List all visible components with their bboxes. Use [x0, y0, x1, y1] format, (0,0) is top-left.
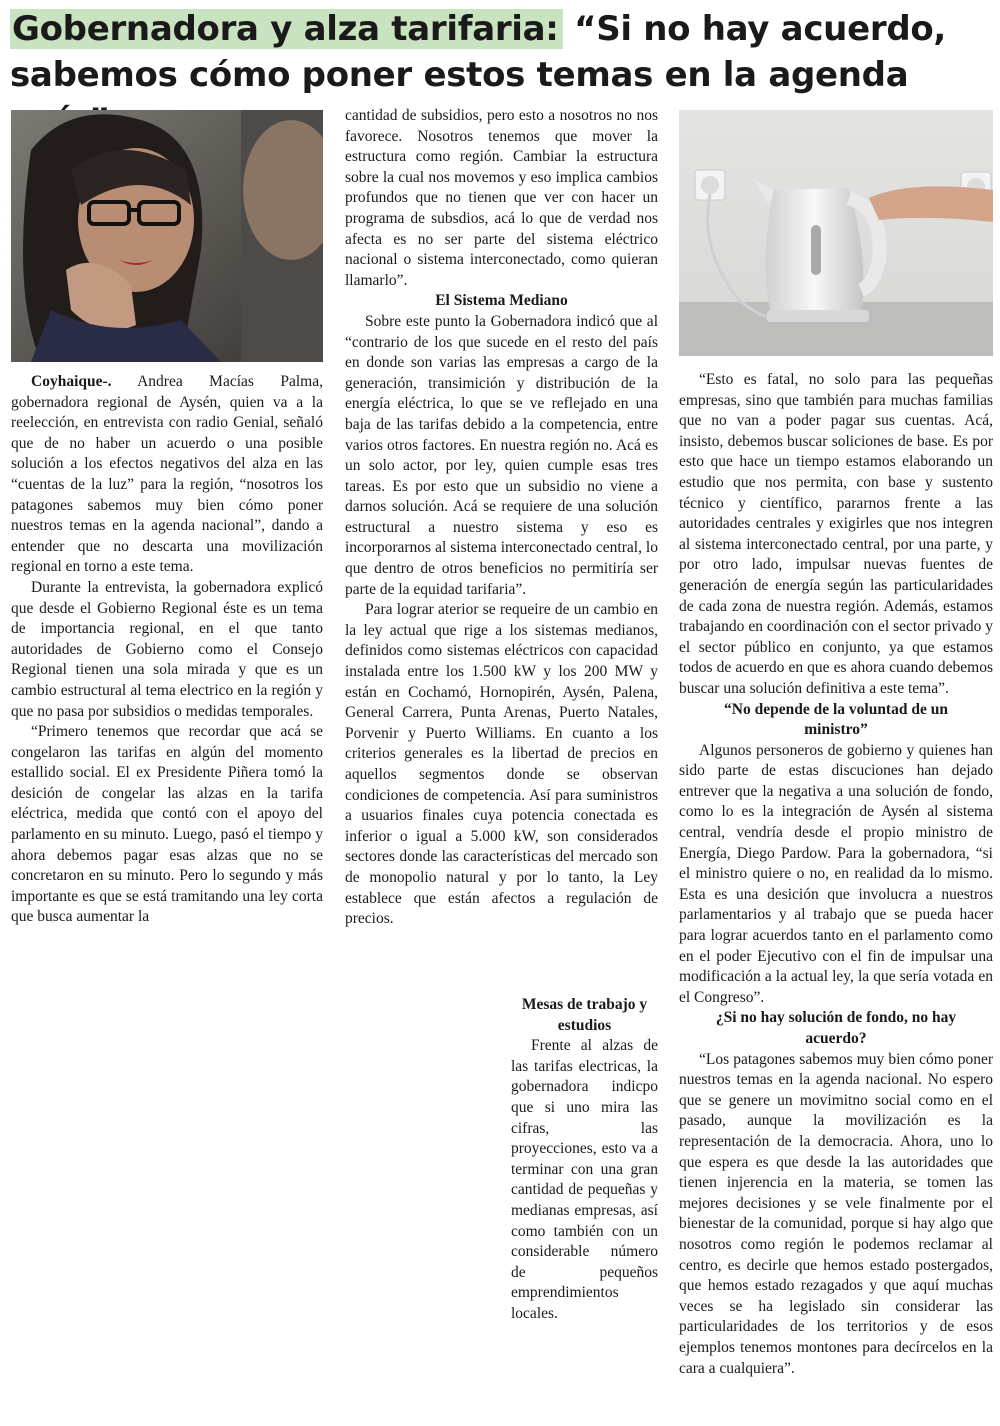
- paragraph: Frente al alzas de las tarifas electricas, la gobernadora indicpo que si uno mira las cifras, las proyecciones, esto va a terminar con una gran cantidad de pequeñas y medianas empresas, así como también con un considerable número de pequeños emprendimientos locales.: [511, 1037, 658, 1322]
- headline-highlight: Gobernadora y alza tarifaria:: [10, 9, 563, 49]
- subheading-mesas-de-trabajo: Mesas de trabajo y estudios: [521, 996, 648, 1034]
- kettle-photo: [679, 110, 993, 356]
- subheading-voluntad-ministro: “No depende de la voluntad de un ministro”: [724, 700, 948, 739]
- paragraph: “Esto es fatal, no solo para las pequeñas empresas, sino que también para muchas familias que no van a poder pagar sus cuentas. Acá, insisto, debemos buscar soliciones de base. Es por esto que hace un tiempo estamos elaborando un estudio que nos permita, con base y sustento técnico y científico, pararnos frente a las autoridades centrales y exigirles que nos integren al sistema interconectado central, por una parte, y por otro lado, impulsar nuevas fuentes de generación de energía según las particularidades de cada zona de nuestra región. Además, estamos trabajando en coordinación con el sector privado y el sector público en conjunto, ya que estamos todos de acuerdo en que es ahora cuando debemos buscar una solución definitiva a este tema”.: [679, 371, 993, 697]
- subheading-sistema-mediano: El Sistema Mediano: [435, 292, 568, 310]
- article-column-1: [11, 372, 323, 928]
- paragraph: “Primero tenemos que recordar que acá se congelaron las tarifas en algún del momento estallido social. El ex Presidente Piñera tomó la desición de congelar las alzas en la tarifa eléctrica, medida que contó con el apoyo del parlamento en su minuto. Luego, pasó el tiempo y ahora debemos pagar esas alzas que no se concretaron en su minuto. Pero lo segundo y más importante es que se está tramitando una ley corta que busca aumentar la: [11, 723, 323, 926]
- paragraph: Sobre este punto la Gobernadora indicó que al “contrario de los que sucede en el resto del país en donde son varias las empresas a cargo de la generación, transimición y distribución de la energía eléctrica, lo que se ve reflejado en una baja de las tarifas debido a la competencia, entre varios otros factores. En nuestra región no. Acá es un solo actor, por ley, quien cumple esas tres tareas. Es por esto que un subsidio no viene a darnos solución. Acá se requiere de una solución estructural a nuestro sistema y eso es incorporarnos al sistema interconectado central, lo que dentro de otros beneficios no permitiría ser parte de la equidad tarifaria”.: [345, 312, 658, 598]
- article-column-3: [679, 370, 993, 1379]
- paragraph: Algunos personeros de gobierno y quienes han sido parte de estas discuciones han dejado entrever que la negativa a una solución de fondo, como lo es la integración de Aysén al sistema central, vendría desde el propio ministro de Energía, Diego Pardow. Para la gobernadora, “si el ministro quiere o no, en realidad da lo mismo. Esta es una desición que involucra a nuestros parlamentarios y al trabajo que se pueda hacer para lograr acuerdos tanto en el parlamento como en el poder Ejecutivo con el fin de impulsar una modificación a la actual ley, la que sería votada en el Congreso”.: [679, 741, 993, 1006]
- lead-text: Andrea Macías Palma, gobernadora regional de Aysén, quien va a la reelección, en entrevista con radio Genial, señaló que de no haber un acuerdo o una posible solución a los efectos negativos del alza en las “cuentas de la luz” para la región, “nosotros los patagones sabemos muy bien cómo poner nuestros temas en la agenda nacional”, dando a entender que no descarta una movilización regional en torno a este tema.: [11, 373, 323, 576]
- paragraph: “Los patagones sabemos muy bien cómo poner nuestros temas en la agenda nacional. No espero que se genere un movimitno social como en el pasado, aunque la movilización es la representación de la democracia. Ahora, uno lo que espera es que desde la las autoridades que tienen injerencia en la materia, se tomen las mejores decisiones y se vele finalmente por el bienestar de la comunidad, porque si hay algo que nosotros como región le podemos reclamar al centro, es decirle que hemos estado postergados, que hemos estado rezagados y que aquí muchas veces se ha legislado sin considerar las particularidades de los territorios y de esos ejemplos tenemos montones para decírcelos en la cara a cualquiera”.: [679, 1050, 993, 1377]
- article-column-2: [345, 106, 658, 930]
- governor-photo: [11, 110, 323, 362]
- paragraph: Para lograr aterior se requeire de un cambio en la ley actual que rige a los sistemas medianos, definidos como sistemas eléctricos con capacidad instalada entre los 1.500 kW y los 200 MW y están en Cochamó, Hornopirén, Aysén, Palena, General Carrera, Punta Arenas, Puerto Natales, Porvenir y Puerto Williams. En cuanto a los criterios generales es la libertad de precios en aquellos segmentos donde se observan condiciones de competencia. Así para suministros a usuarios finales cuya potencia conectada es inferior o igual a 5.000 kW, son considerados sectores donde las características del mercado son de monopolio natural y por lo tanto, la Ley establece que están afectos a regulación de precios.: [345, 601, 658, 928]
- subheading-solucion-de-fondo: ¿Si no hay solución de fondo, no hay acuerdo?: [715, 1009, 957, 1047]
- headline-quote: “Si no hay acuerdo, sabemos cómo poner estos temas en la agenda: [10, 9, 947, 95]
- dateline: Coyhaique-.: [31, 373, 112, 390]
- article-column-4: [511, 995, 658, 1325]
- lead-paragraph: [11, 372, 323, 578]
- paragraph: cantidad de subsidios, pero esto a nosotros no nos favorece. Nosotros tenemos que mover la estructura como región. Cambiar la estructura sobre la cual nos movemos y eso implica cambios profundos que no tienen que ver con hacer un programa de subsdios, acá lo que de verdad nos afecta es no ser parte del sistema eléctrico nacional o sistema interconectado, como quieran llamarlo”.: [345, 107, 658, 289]
- paragraph: Durante la entrevista, la gobernadora explicó que desde el Gobierno Regional éste es un tema de importancia regional, en el que tanto autoridades de Gobierno como el Consejo Regional tienen una sola mirada y que es un cambio estructural al tema electrico en la región y que no pasa por subsidios o medidas temporales.: [11, 578, 323, 720]
